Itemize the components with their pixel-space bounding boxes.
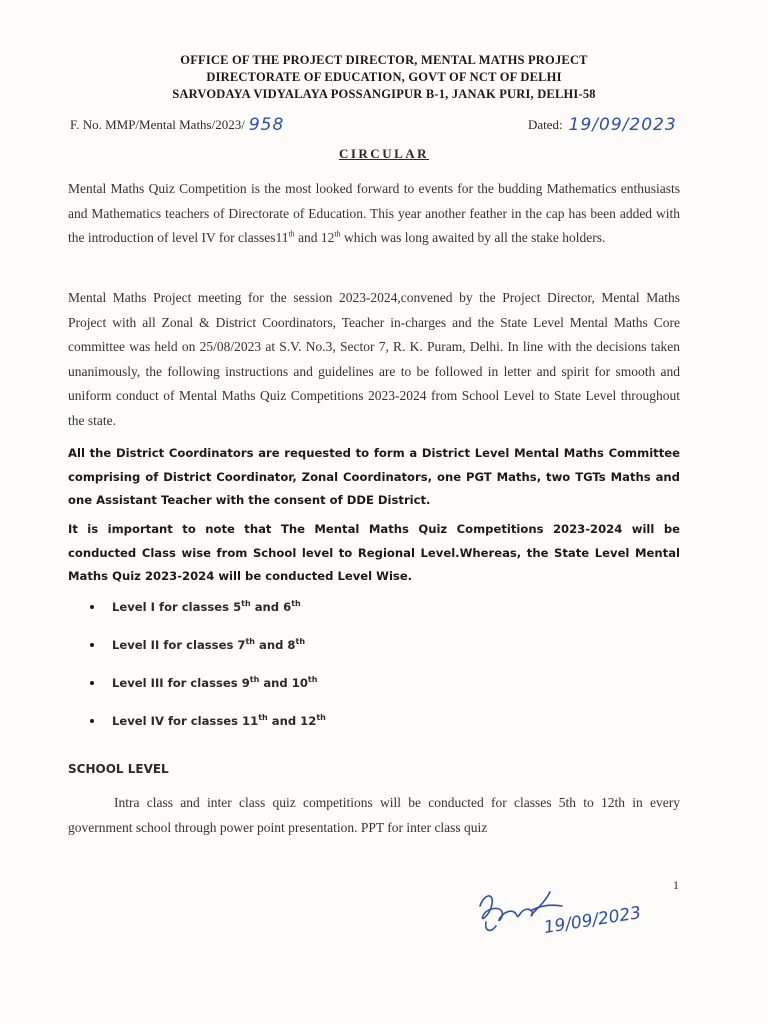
level-text: and 12 (267, 714, 317, 728)
dated-handwritten: 19/09/2023 (568, 115, 677, 135)
list-item (90, 672, 326, 710)
handwritten-signature (470, 884, 650, 954)
level-text: and 8 (254, 638, 296, 652)
file-number-handwritten: 958 (248, 115, 285, 135)
list-item (90, 710, 326, 748)
page-number: 1 (673, 878, 679, 892)
file-number-label: F. No. MMP/Mental Maths/2023/ (70, 117, 245, 132)
level-text: Level II for classes 7 (112, 638, 246, 652)
paragraph-important-note: It is important to note that The Mental Maths Quiz Competitions 2023-2024 will be conducted Class wise from School level to Regional Level.Whereas, the State Level Mental Maths Quiz 2023-2024 will be conducted Level Wise. (68, 522, 680, 583)
level-text: and 6 (250, 600, 292, 614)
superscript-th: th (245, 637, 255, 647)
superscript-th: th (241, 599, 251, 609)
paragraph-school-level: Intra class and inter class quiz competitions will be conducted for classes 5th to 12th in every government school through power point presentation. PPT for inter class quiz (68, 795, 680, 835)
section-heading-school-level: SCHOOL LEVEL (68, 762, 169, 776)
level-text: and 10 (259, 676, 308, 690)
superscript-th: th (258, 713, 268, 723)
superscript-th: th (291, 599, 301, 609)
level-text: Level IV for classes 11 (112, 714, 259, 728)
paragraph-intro (68, 177, 680, 251)
paragraph-intro-part-1: Mental Maths Quiz Competition is the most looked forward to events for the budding Mathematics enthusiasts and Mathematics teachers of Directorate of Education. This year another feather in the cap has been added with the introduction of level IV for classes11 (68, 181, 680, 245)
superscript-th: th (249, 675, 260, 685)
paragraph-district-committee: All the District Coordinators are requested to form a District Level Mental Maths Committee comprising of District Coordinator, Zonal Coordinators, one PGT Maths, two TGTs Maths and one Assistant Teacher with the consent of DDE District. (68, 446, 680, 507)
superscript-th: th (307, 675, 318, 685)
header-line-2: DIRECTORATE OF EDUCATION, GOVT OF NCT OF DELHI (206, 70, 562, 84)
header-line-1: OFFICE OF THE PROJECT DIRECTOR, MENTAL MATHS PROJECT (180, 53, 588, 67)
superscript-th: th (316, 713, 326, 723)
list-item (90, 596, 326, 634)
levels-list (90, 596, 326, 748)
superscript-th: th (288, 229, 295, 239)
dated-field (528, 114, 677, 134)
superscript-th: th (334, 229, 341, 239)
level-text: Level I for classes 5 (112, 600, 242, 614)
circular-title: CIRCULAR (338, 146, 430, 161)
paragraph-intro-part-3: which was long awaited by all the stake holders. (340, 230, 606, 245)
dated-label: Dated: (528, 117, 563, 132)
file-number (70, 114, 284, 134)
superscript-th: th (295, 637, 306, 647)
list-item (90, 634, 326, 672)
bullet-icon (90, 605, 94, 609)
paragraph-meeting: Mental Maths Project meeting for the session 2023-2024,convened by the Project Director, Mental Maths Project with all Zonal & District Coordinators, Teacher in-charges and the State Level Mental Maths Core committee was held on 25/08/2023 at S.V. No.3, Sector 7, R. K. Puram, Delhi. In line with the decisions taken unanimously, the following instructions and guidelines are to be followed in letter and spirit for smooth and uniform conduct of Mental Maths Quiz Competitions 2023-2024 from School Level to State Level throughout the state. (68, 290, 680, 428)
bullet-icon (90, 719, 94, 723)
bullet-icon (90, 643, 94, 647)
bullet-icon (90, 681, 94, 685)
office-header (0, 52, 768, 103)
header-line-3: SARVODAYA VIDYALAYA POSSANGIPUR B-1, JANAK PURI, DELHI-58 (172, 87, 596, 101)
level-text: Level III for classes 9 (112, 676, 250, 690)
paragraph-intro-part-2: and 12 (294, 230, 335, 245)
signature-date: 19/09/2023 (542, 903, 643, 939)
